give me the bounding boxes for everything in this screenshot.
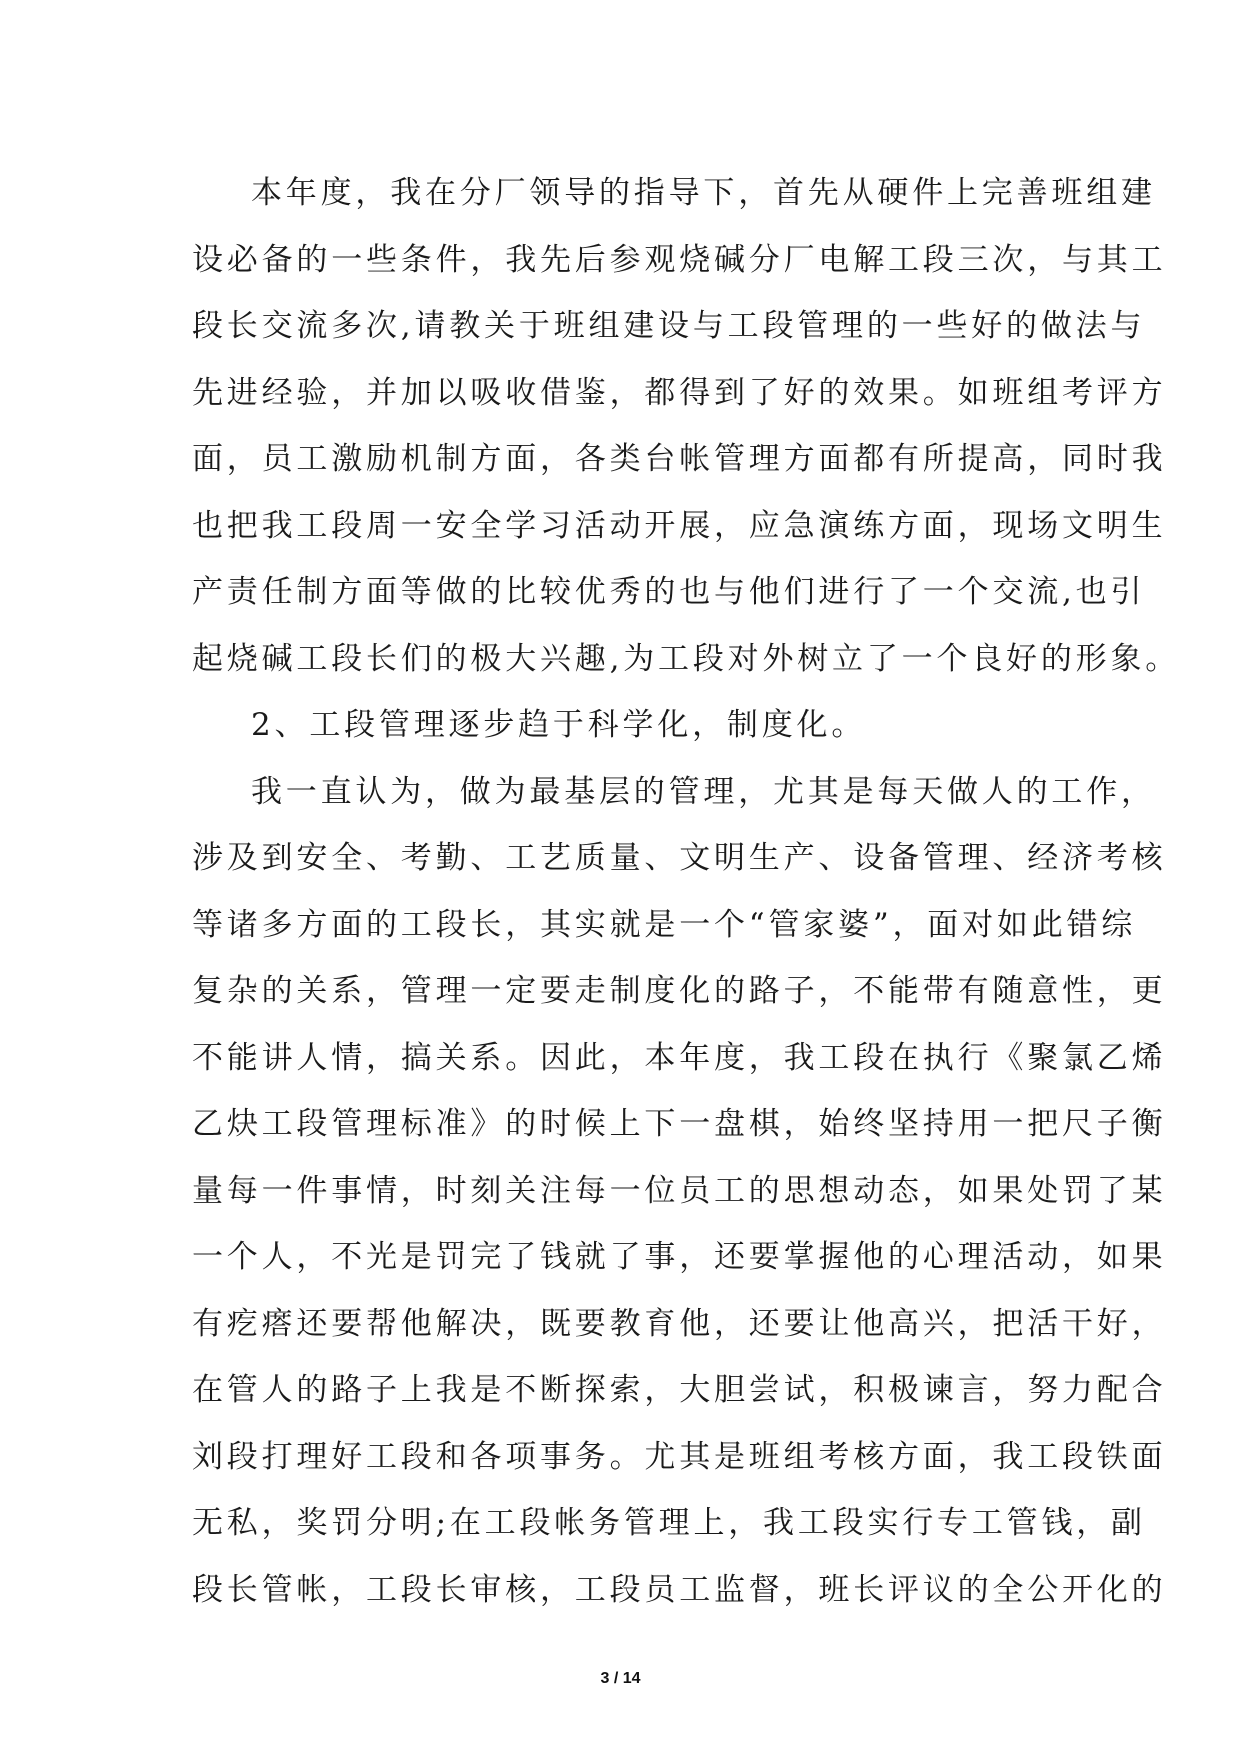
paragraph-line: 段长管帐，工段长审核，工段员工监督，班长评议的全公开化的: [192, 1571, 1167, 1608]
paragraph-line: 面，员工激励机制方面，各类台帐管理方面都有所提高，同时我: [192, 441, 1167, 477]
paragraph-line: 在管人的路子上我是不断探索，大胆尝试，积极谏言，努力配合: [192, 1372, 1167, 1408]
paragraph-1: [192, 160, 1181, 692]
document-body: [192, 160, 1181, 1623]
paragraph-line: 乙炔工段管理标准》的时候上下一盘棋，始终坚持用一把尺子衡: [192, 1106, 1167, 1142]
paragraph-line: 量每一件事情，时刻关注每一位员工的思想动态，如果处罚了某: [192, 1172, 1167, 1209]
section-heading-text: 2、工段管理逐步趋于科学化，制度化。: [251, 707, 867, 743]
paragraph-line: 起烧碱工段长们的极大兴趣,为工段对外树立了一个良好的形象。: [192, 640, 1181, 677]
paragraph-line: 本年度，我在分厂领导的指导下，首先从硬件上完善班组建: [251, 175, 1156, 211]
paragraph-line: 先进经验，并加以吸收借鉴，都得到了好的效果。如班组考评方: [192, 374, 1167, 411]
paragraph-line: 刘段打理好工段和各项事务。尤其是班组考核方面，我工段铁面: [192, 1438, 1167, 1475]
paragraph-line: 产责任制方面等做的比较优秀的也与他们进行了一个交流,也引: [192, 574, 1146, 610]
paragraph-line: 无私，奖罚分明;在工段帐务管理上，我工段实行专工管钱，副: [192, 1505, 1146, 1541]
paragraph-line: 等诸多方面的工段长，其实就是一个“管家婆”，面对如此错综: [192, 906, 1137, 943]
paragraph-line: 段长交流多次,请教关于班组建设与工段管理的一些好的做法与: [192, 308, 1146, 344]
section-heading: [192, 692, 1067, 759]
page-number: 3 / 14: [600, 1670, 641, 1687]
paragraph-line: 涉及到安全、考勤、工艺质量、文明生产、设备管理、经济考核: [192, 840, 1167, 876]
paragraph-line: 有疙瘩还要帮他解决，既要教育他，还要让他高兴，把活干好，: [192, 1305, 1167, 1342]
paragraph-line: 也把我工段周一安全学习活动开展，应急演练方面，现场文明生: [192, 507, 1167, 544]
paragraph-line: 一个人，不光是罚完了钱就了事，还要掌握他的心理活动，如果: [192, 1239, 1167, 1275]
paragraph-2: [192, 759, 1167, 1624]
paragraph-line: 不能讲人情，搞关系。因此，本年度，我工段在执行《聚氯乙烯: [192, 1039, 1167, 1076]
paragraph-line: 复杂的关系，管理一定要走制度化的路子，不能带有随意性，更: [192, 973, 1167, 1009]
paragraph-line: 设必备的一些条件，我先后参观烧碱分厂电解工段三次，与其工: [192, 241, 1167, 278]
paragraph-line: 我一直认为，做为最基层的管理，尤其是每天做人的工作，: [251, 773, 1156, 810]
